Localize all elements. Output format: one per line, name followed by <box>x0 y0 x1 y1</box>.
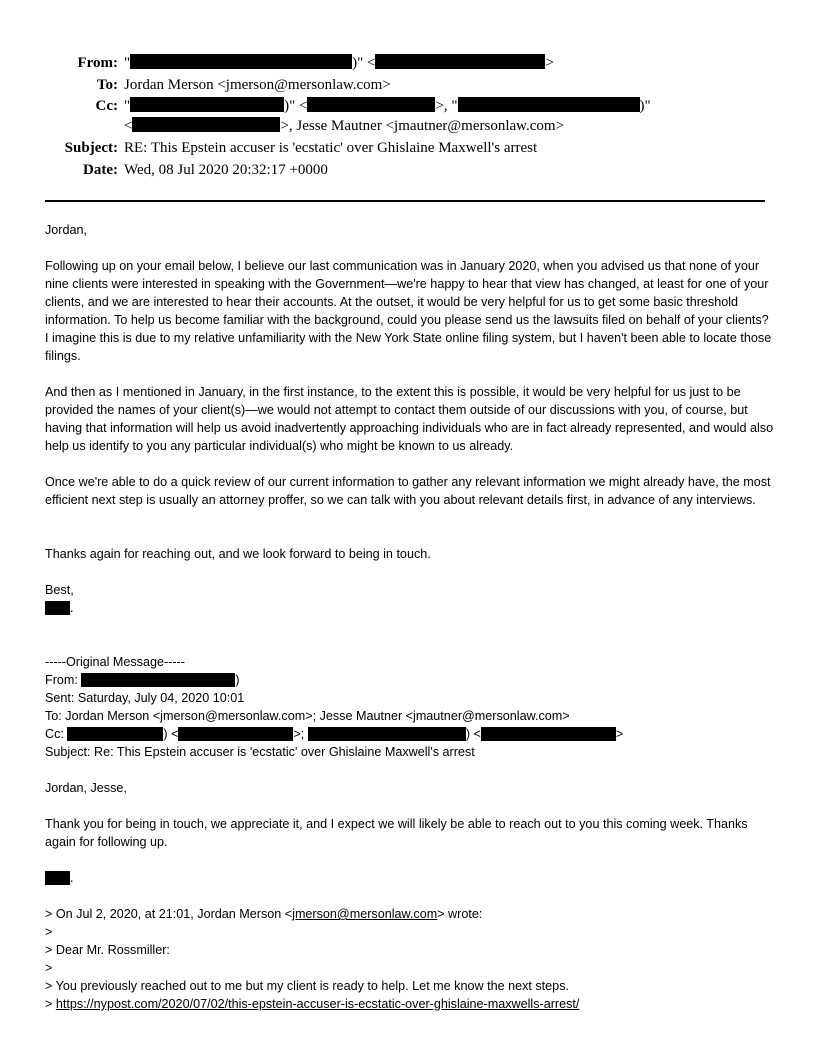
header-cc-row-2 <box>0 116 816 136</box>
date-value: Wed, 08 Jul 2020 20:32:17 +0000 <box>124 162 328 178</box>
original-to: To: Jordan Merson <jmerson@mersonlaw.com>; Jesse Mautner <jmautner@mersonlaw.com> <box>45 709 570 723</box>
redaction-box <box>67 727 163 741</box>
from-value: " )" < > <box>124 55 554 71</box>
quoted-line-3: > Dear Mr. Rossmiller: <box>45 943 170 957</box>
redaction-box <box>130 97 284 112</box>
original-message <box>45 653 775 761</box>
from-label: From: <box>77 55 118 71</box>
header-from-row <box>0 53 816 73</box>
redaction-box <box>375 54 545 69</box>
original-sent: Sent: Saturday, July 04, 2020 10:01 <box>45 691 245 705</box>
redaction-box <box>481 727 616 741</box>
reply-greeting: Jordan, <box>45 223 88 237</box>
redaction-box <box>178 727 293 741</box>
original-cc: Cc: ) < >; ) < > <box>45 727 624 741</box>
header-subject-row <box>0 138 816 158</box>
reply-signature: . <box>45 599 775 617</box>
subject-value: RE: This Epstein accuser is 'ecstatic' over Ghislaine Maxwell's arrest <box>124 140 538 156</box>
redaction-box <box>308 727 466 741</box>
quoted-line-1: > On Jul 2, 2020, at 21:01, Jordan Merson <jmerson@mersonlaw.com> wrote: <box>45 907 483 921</box>
original-body: Thank you for being in touch, we appreciate it, and I expect we will likely be able to reach out to you this coming week. Thanks again for following up. <box>45 817 748 849</box>
reply-paragraph-4: Thanks again for reaching out, and we look forward to being in touch. <box>45 547 431 561</box>
redaction-box <box>132 117 280 132</box>
redaction-box <box>81 673 235 687</box>
header-date-row <box>0 160 816 180</box>
quoted-line-2: > <box>45 925 53 939</box>
cc-label: Cc: <box>95 98 118 114</box>
cc-value-line1: " )" < >, " )" <box>124 98 651 114</box>
to-label: To: <box>96 77 118 93</box>
quoted-line-4: > <box>45 961 53 975</box>
date-label: Date: <box>83 162 118 178</box>
redaction-box <box>307 97 435 112</box>
reply-paragraph-3: Once we're able to do a quick review of our current information to gather any relevant information we might already have, the most efficient next step is usually an attorney proffer, so we can talk with you about relevant details first, in advance of any interviews. <box>45 475 771 507</box>
redaction-box <box>458 97 640 112</box>
original-from: From: ) <box>45 673 240 687</box>
header-cc-row <box>0 96 816 116</box>
reply-paragraph-1: Following up on your email below, I believe our last communication was in January 2020, when you advised us that none of your nine clients were interested in speaking with the Government—we're happy to hear that view has changed, at least for one of your clients, and we are interested to hear their accounts. At the outset, it would be very helpful for us to get some basic threshold information. To help us become familiar with the background, could you please send us the lawsuits filed on behalf of your clients? I imagine this is due to my relative unfamiliarity with the New York State online filing system, but I haven't been able to locate those filings. <box>45 259 772 363</box>
quoted-message <box>45 905 775 1013</box>
redaction-box <box>130 54 352 69</box>
quoted-line-6: > https://nypost.com/2020/07/02/this-epstein-accuser-is-ecstatic-over-ghislaine-maxwells-arrest/ <box>45 997 580 1011</box>
original-subject: Subject: Re: This Epstein accuser is 'ecstatic' over Ghislaine Maxwell's arrest <box>45 745 475 759</box>
redaction-box <box>45 871 70 885</box>
redaction-box <box>45 601 70 615</box>
reply-paragraph-2: And then as I mentioned in January, in the first instance, to the extent this is possible, it would be very helpful for us just to be provided the names of your client(s)—we would not attempt to contact them outside of our discussions with you, of course, but having that information will help us avoid inadvertently approaching individuals who are in fact already represented, and would also help us identify to you any particular individual(s) who might be known to us already. <box>45 385 774 453</box>
email-link[interactable]: jmerson@mersonlaw.com <box>292 907 438 921</box>
cc-value-line2: < >, Jesse Mautner <jmautner@mersonlaw.com> <box>124 118 565 134</box>
subject-label: Subject: <box>64 140 118 156</box>
reply-closing: Best, <box>45 583 74 597</box>
header-divider <box>45 200 765 202</box>
original-divider: -----Original Message----- <box>45 655 185 669</box>
article-link[interactable]: https://nypost.com/2020/07/02/this-epstein-accuser-is-ecstatic-over-ghislaine-maxwells-arrest/ <box>55 997 580 1011</box>
original-greeting: Jordan, Jesse, <box>45 781 127 795</box>
quoted-line-5: > You previously reached out to me but my client is ready to help. Let me know the next steps. <box>45 979 569 993</box>
to-value: Jordan Merson <jmerson@mersonlaw.com> <box>124 77 391 93</box>
header-to-row <box>0 75 816 95</box>
original-signature: . <box>45 869 775 887</box>
